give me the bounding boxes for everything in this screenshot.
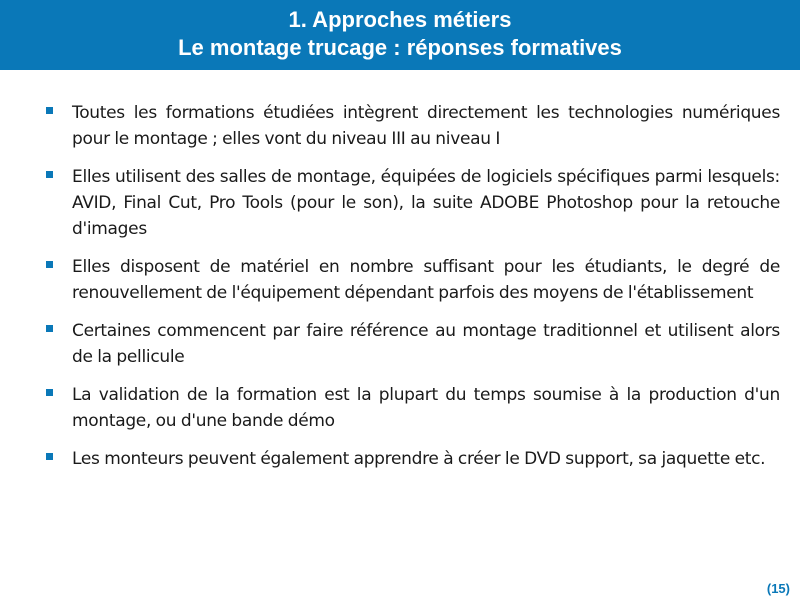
square-bullet-icon (46, 107, 53, 114)
bullet-text: La validation de la formation est la plupart du temps soumise à la production d'un montage, ou d'une bande démo (72, 385, 780, 431)
bullet-item (46, 254, 780, 306)
slide-title-bar (0, 0, 800, 70)
bullet-item (46, 446, 780, 472)
bullet-text: Toutes les formations étudiées intègrent directement les technologies numériques pour le montage ; elles vont du niveau III au niveau I (72, 103, 780, 149)
bullet-item (46, 318, 780, 370)
bullet-text: Elles utilisent des salles de montage, équipées de logiciels spécifiques parmi lesquels: AVID, Final Cut, Pro Tools (pour le son), la suite ADOBE Photoshop pour la retouche d'images (72, 167, 780, 239)
bullet-item (46, 164, 780, 242)
bullet-list (46, 100, 780, 484)
slide-title: 1. Approches métiers (288, 7, 512, 32)
square-bullet-icon (46, 261, 53, 268)
bullet-item (46, 100, 780, 152)
slide-subtitle: Le montage trucage : réponses formatives (178, 35, 622, 60)
bullet-text: Elles disposent de matériel en nombre suffisant pour les étudiants, le degré de renouvellement de l'équipement dépendant parfois des moyens de l'établissement (72, 257, 780, 303)
bullet-text: Certaines commencent par faire référence au montage traditionnel et utilisent alors de la pellicule (72, 321, 780, 367)
square-bullet-icon (46, 389, 53, 396)
bullet-text: Les monteurs peuvent également apprendre à créer le DVD support, sa jaquette etc. (72, 449, 766, 469)
square-bullet-icon (46, 325, 53, 332)
square-bullet-icon (46, 171, 53, 178)
bullet-item (46, 382, 780, 434)
page-number: (15) (766, 581, 790, 596)
square-bullet-icon (46, 453, 53, 460)
